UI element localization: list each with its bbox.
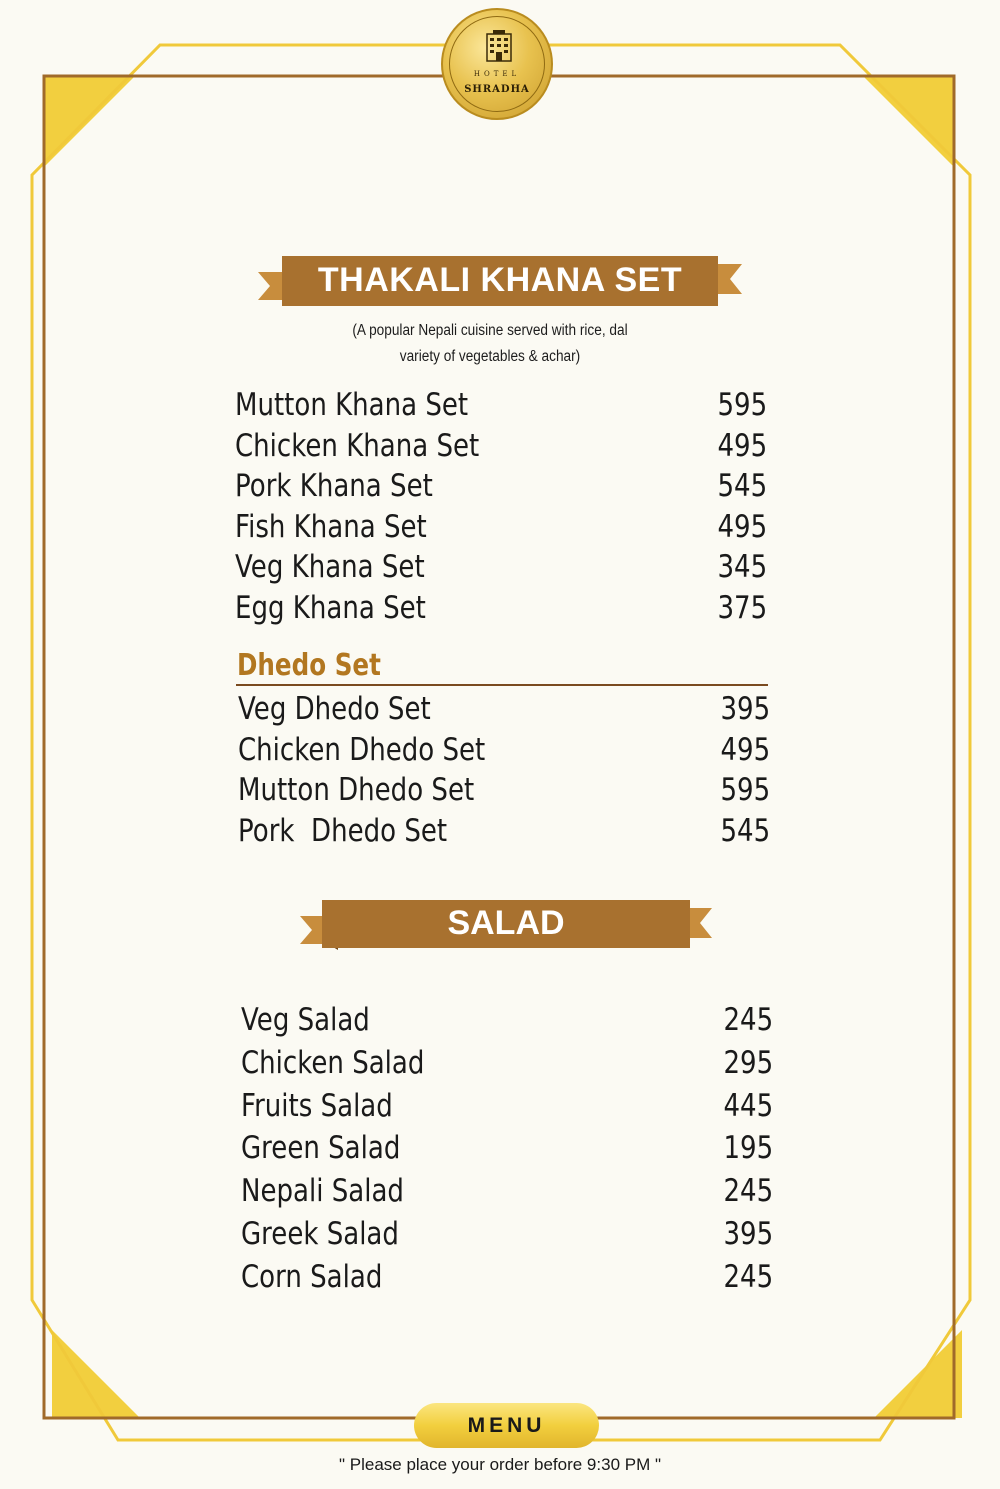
item-name: Fruits Salad	[241, 1087, 393, 1124]
item-name: Veg Khana Set	[235, 549, 425, 585]
item-name: Pork Khana Set	[235, 468, 433, 504]
item-name: Green Salad	[241, 1130, 401, 1167]
subtitle-line-2: variety of vegetables & achar)	[399, 348, 581, 365]
item-price: 195	[723, 1130, 773, 1167]
hotel-logo	[441, 8, 553, 120]
menu-item	[235, 507, 767, 548]
menu-item	[241, 1128, 773, 1171]
section-title-thakali: THAKALI KHANA SET	[317, 261, 683, 299]
menu-item	[235, 547, 767, 588]
item-name: Greek Salad	[241, 1215, 399, 1252]
item-price: 395	[720, 691, 770, 727]
menu-item	[238, 730, 770, 771]
menu-item	[241, 1171, 773, 1214]
order-note: " Please place your order before 9:30 PM "	[338, 1455, 662, 1474]
dhedo-heading: Dhedo Set	[237, 648, 381, 683]
item-name: Mutton Khana Set	[235, 387, 469, 423]
item-name: Corn Salad	[241, 1258, 383, 1295]
thakali-items-list	[235, 385, 767, 628]
item-price: 375	[717, 589, 767, 626]
item-price: 545	[717, 468, 767, 504]
item-name: Fish Khana Set	[235, 508, 427, 545]
salad-items-list	[241, 1000, 773, 1300]
item-price: 295	[723, 1044, 773, 1081]
section-subtitle	[323, 318, 657, 370]
menu-item	[235, 588, 767, 629]
item-name: Mutton Dhedo Set	[238, 772, 475, 808]
menu-item	[241, 1214, 773, 1257]
menu-item	[238, 770, 770, 811]
section-title-salad: SALAD	[447, 904, 565, 942]
item-price: 445	[723, 1087, 773, 1124]
dhedo-divider	[236, 684, 768, 686]
item-name: Veg Dhedo Set	[238, 691, 431, 727]
menu-item	[241, 1043, 773, 1086]
item-name: Pork Dhedo Set	[238, 812, 448, 849]
menu-item	[238, 811, 770, 852]
item-price: 495	[717, 508, 767, 545]
menu-item	[241, 1000, 773, 1043]
logo-hotel-text: HOTEL	[473, 70, 521, 78]
menu-item	[235, 466, 767, 507]
item-name: Chicken Dhedo Set	[238, 731, 486, 768]
item-price: 345	[717, 549, 767, 585]
logo-brand-text: SHRADHA	[464, 84, 530, 95]
menu-item	[235, 426, 767, 467]
subtitle-line-1: (A popular Nepali cuisine served with rice, dal	[352, 322, 628, 339]
item-price: 395	[723, 1215, 773, 1252]
item-name: Veg Salad	[241, 1002, 370, 1038]
section-banner-thakali	[258, 252, 742, 312]
item-name: Nepali Salad	[241, 1173, 404, 1210]
menu-item	[235, 385, 767, 426]
item-price: 495	[717, 427, 767, 464]
menu-item	[241, 1257, 773, 1300]
item-name: Chicken Salad	[241, 1044, 425, 1081]
item-price: 545	[720, 812, 770, 849]
item-price: 245	[723, 1258, 773, 1295]
item-name: Egg Khana Set	[235, 589, 426, 626]
item-price: 495	[720, 731, 770, 768]
section-banner-salad	[300, 896, 712, 954]
item-price: 595	[720, 772, 770, 808]
item-price: 245	[723, 1002, 773, 1038]
menu-item	[238, 689, 770, 730]
item-price: 595	[717, 387, 767, 423]
menu-item	[241, 1086, 773, 1129]
item-price: 245	[723, 1173, 773, 1210]
item-name: Chicken Khana Set	[235, 427, 480, 464]
dhedo-items-list	[238, 689, 770, 851]
menu-label-pill: MENU	[414, 1403, 599, 1448]
building-icon	[485, 30, 513, 62]
